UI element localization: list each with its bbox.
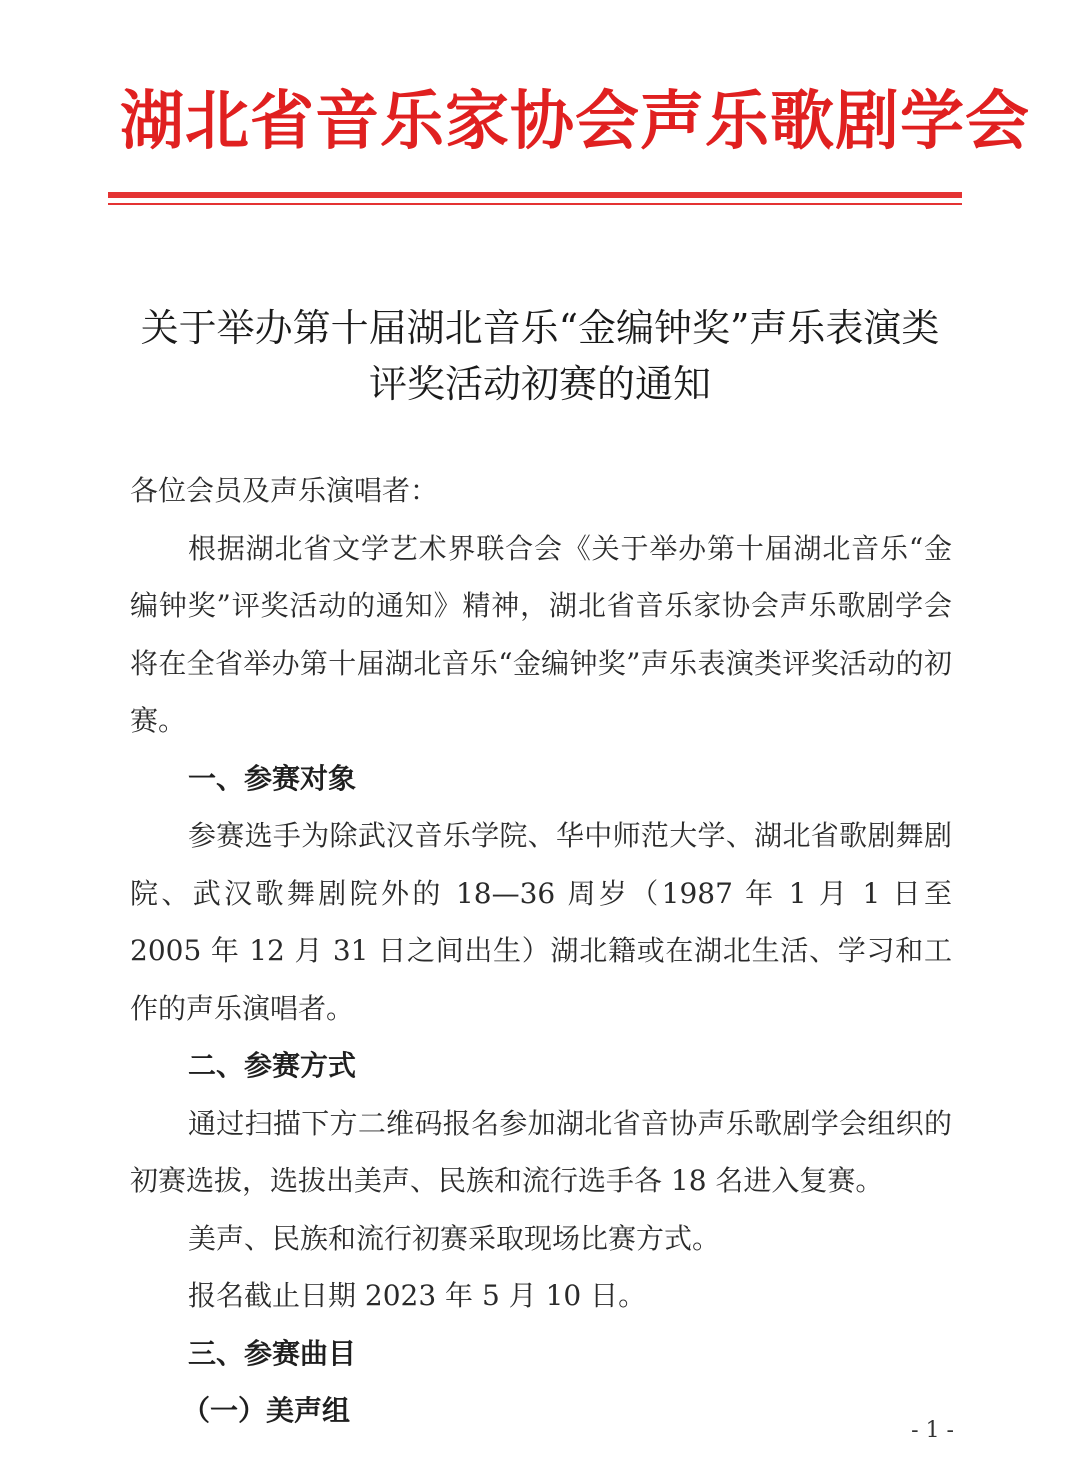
section-heading-method: 二、参赛方式 <box>188 1049 357 1082</box>
subsection-heading-bel-canto: （一）美声组 <box>182 1394 351 1427</box>
salutation: 各位会员及声乐演唱者： <box>130 474 439 507</box>
method-paragraph-2: 美声、民族和流行初赛采取现场比赛方式。 <box>188 1221 721 1255</box>
page-number: - 1 - <box>911 1418 954 1443</box>
participants-paragraph: 参赛选手为除武汉音乐学院、华中师范大学、湖北省歌剧舞剧院、武汉歌舞剧院外的 18—36 周岁（1987 年 1 月 1 日至 2005 年 12 月 31 日之间出生）湖北籍或在湖北生活、学习和工作的声乐演唱者。 <box>130 819 952 1025</box>
method-paragraph-3: 报名截止日期 2023 年 5 月 10 日。 <box>188 1279 647 1312</box>
letterhead-red-rule-thick <box>108 192 962 198</box>
letterhead-red-rule-thin <box>108 203 962 205</box>
notice-title <box>110 300 970 412</box>
notice-body <box>130 462 952 1440</box>
letterhead-organization-name: 湖北省音乐家协会声乐歌剧学会 <box>120 85 1030 159</box>
section-heading-participants: 一、参赛对象 <box>188 761 357 795</box>
notice-title-line1: 关于举办第十届湖北音乐“金编钟奖”声乐表演类 <box>140 306 940 350</box>
section-heading-repertoire: 三、参赛曲目 <box>188 1336 357 1370</box>
method-paragraph-1: 通过扫描下方二维码报名参加湖北省音协声乐歌剧学会组织的初赛选拔，选拔出美声、民族和流行选手各 18 名进入复赛。 <box>130 1106 952 1197</box>
notice-title-line2: 评奖活动初赛的通知 <box>368 362 711 406</box>
intro-paragraph: 根据湖北省文学艺术界联合会《关于举办第十届湖北音乐“金编钟奖”评奖活动的通知》精神，湖北省音乐家协会声乐歌剧学会将在全省举办第十届湖北音乐“金编钟奖”声乐表演类评奖活动的初赛。 <box>130 531 952 737</box>
